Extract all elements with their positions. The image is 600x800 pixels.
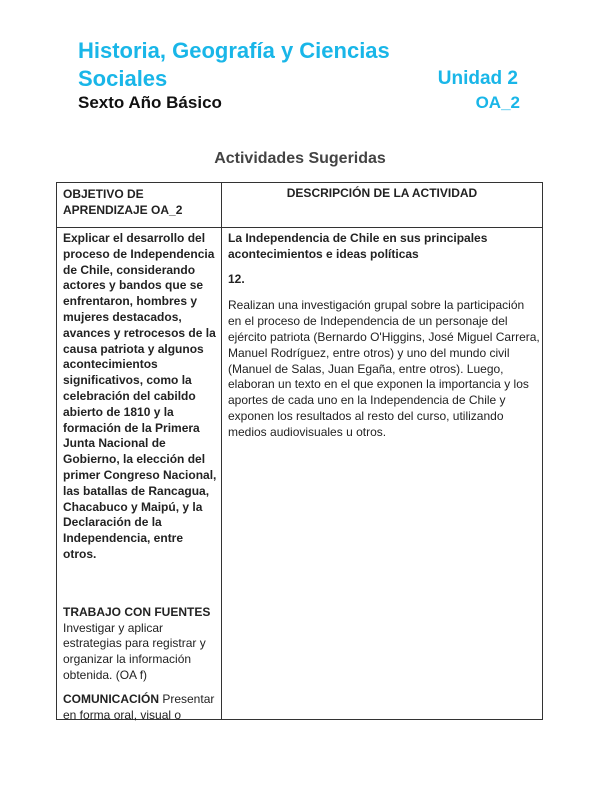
column-divider [221, 183, 222, 719]
comunicacion-text: Presentar en forma oral, visual o [63, 691, 215, 722]
objective-cell [63, 231, 219, 723]
activity-description: Realizan una investigación grupal sobre la participación en el proceso de Independencia de un personaje del ejército patriota (Bernardo O'Higgins, José Miguel Carrera, Manuel Rodríguez, entre otros) y uno del mundo civil (Manuel de Salas, Juan Egaña, entre otros). Luego, elaboran un texto en el que exponen la importancia y los aportes de cada uno en la Independencia de Chile y exponen los resultados al resto del curso, utilizando medios audiovisuales u otros. [228, 298, 540, 439]
grade-label: Sexto Año Básico [78, 93, 222, 112]
oa-code-label: OA_2 [475, 93, 520, 112]
activity-column-header: DESCRIPCIÓN DE LA ACTIVIDAD [286, 186, 478, 200]
activity-cell [228, 231, 540, 441]
document-title: Historia, Geografía y Ciencias [78, 38, 390, 63]
learning-objective-text: Explicar el desarrollo del proceso de Independencia de Chile, considerando actores y bandos que se enfrentaron, hombres y mujeres destacados, avances y retrocesos de la causa patriota y algunos acontecimientos significativos, como la celebración del cabildo abierto de 1810 y la formación de la Primera Junta Nacional de Gobierno, la elección del primer Congreso Nacional, las batallas de Rancagua, Chacabuco y Maipú, y la Declaración de la Independencia, entre otros. [63, 231, 217, 561]
comunicacion-block [63, 692, 219, 724]
fuentes-text: Investigar y aplicar estrategias para registrar y organizar la información obtenida. (OA f) [63, 620, 206, 682]
activities-table [56, 182, 543, 720]
activity-title: La Independencia de Chile en sus principales acontecimientos e ideas políticas [228, 231, 488, 261]
comunicacion-heading: COMUNICACIÓN [63, 691, 159, 706]
activity-number: 12. [228, 271, 245, 286]
section-title: Actividades Sugeridas [214, 150, 386, 167]
unit-label: Unidad 2 [437, 68, 518, 89]
objective-column-header: OBJETIVO DE APRENDIZAJE OA_2 [63, 187, 183, 217]
fuentes-block [63, 605, 219, 684]
document-title-continued: Sociales [78, 66, 168, 91]
fuentes-heading: TRABAJO CON FUENTES [63, 604, 211, 619]
